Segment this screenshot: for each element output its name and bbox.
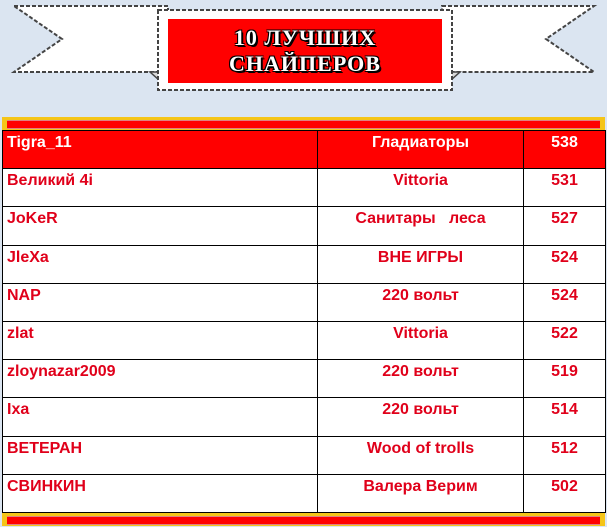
score-cell: 524 <box>524 245 606 283</box>
ribbon-banner <box>0 0 607 110</box>
score-cell: 519 <box>524 360 606 398</box>
player-cell: zloynazar2009 <box>3 360 318 398</box>
score-cell: 512 <box>524 436 606 474</box>
score-cell: 531 <box>524 169 606 207</box>
player-cell: Tigra_11 <box>3 131 318 169</box>
banner-title-line1: 10 ЛУЧШИХ <box>233 25 377 50</box>
clan-cell: Wood of trolls <box>318 436 524 474</box>
top-stripe <box>2 117 605 130</box>
clan-cell: Санитары леса <box>318 207 524 245</box>
clan-cell: Vittoria <box>318 321 524 359</box>
player-cell: ВЕТЕРАН <box>3 436 318 474</box>
banner-title <box>168 19 442 83</box>
score-cell: 522 <box>524 321 606 359</box>
player-cell: JleXa <box>3 245 318 283</box>
score-cell: 502 <box>524 474 606 512</box>
table-row <box>3 398 606 436</box>
bottom-stripe <box>2 513 605 526</box>
snipers-table-frame <box>2 117 605 526</box>
clan-cell: 220 вольт <box>318 360 524 398</box>
table-row <box>3 169 606 207</box>
player-cell: Великий 4i <box>3 169 318 207</box>
score-cell: 514 <box>524 398 606 436</box>
table-row <box>3 283 606 321</box>
table-row <box>3 207 606 245</box>
table-row <box>3 131 606 169</box>
table-row <box>3 360 606 398</box>
score-cell: 524 <box>524 283 606 321</box>
score-cell: 538 <box>524 131 606 169</box>
clan-cell: ВНЕ ИГРЫ <box>318 245 524 283</box>
player-cell: zlat <box>3 321 318 359</box>
score-cell: 527 <box>524 207 606 245</box>
clan-cell: Vittoria <box>318 169 524 207</box>
snipers-table <box>2 130 606 513</box>
player-cell: NAP <box>3 283 318 321</box>
player-cell: СВИНКИН <box>3 474 318 512</box>
table-row <box>3 474 606 512</box>
table-row <box>3 321 606 359</box>
clan-cell: 220 вольт <box>318 398 524 436</box>
table-row <box>3 436 606 474</box>
banner-title-line2: СНАЙПЕРОВ <box>229 51 381 76</box>
clan-cell: 220 вольт <box>318 283 524 321</box>
clan-cell: Гладиаторы <box>318 131 524 169</box>
table-row <box>3 245 606 283</box>
player-cell: Ixa <box>3 398 318 436</box>
player-cell: JoKeR <box>3 207 318 245</box>
clan-cell: Валера Верим <box>318 474 524 512</box>
